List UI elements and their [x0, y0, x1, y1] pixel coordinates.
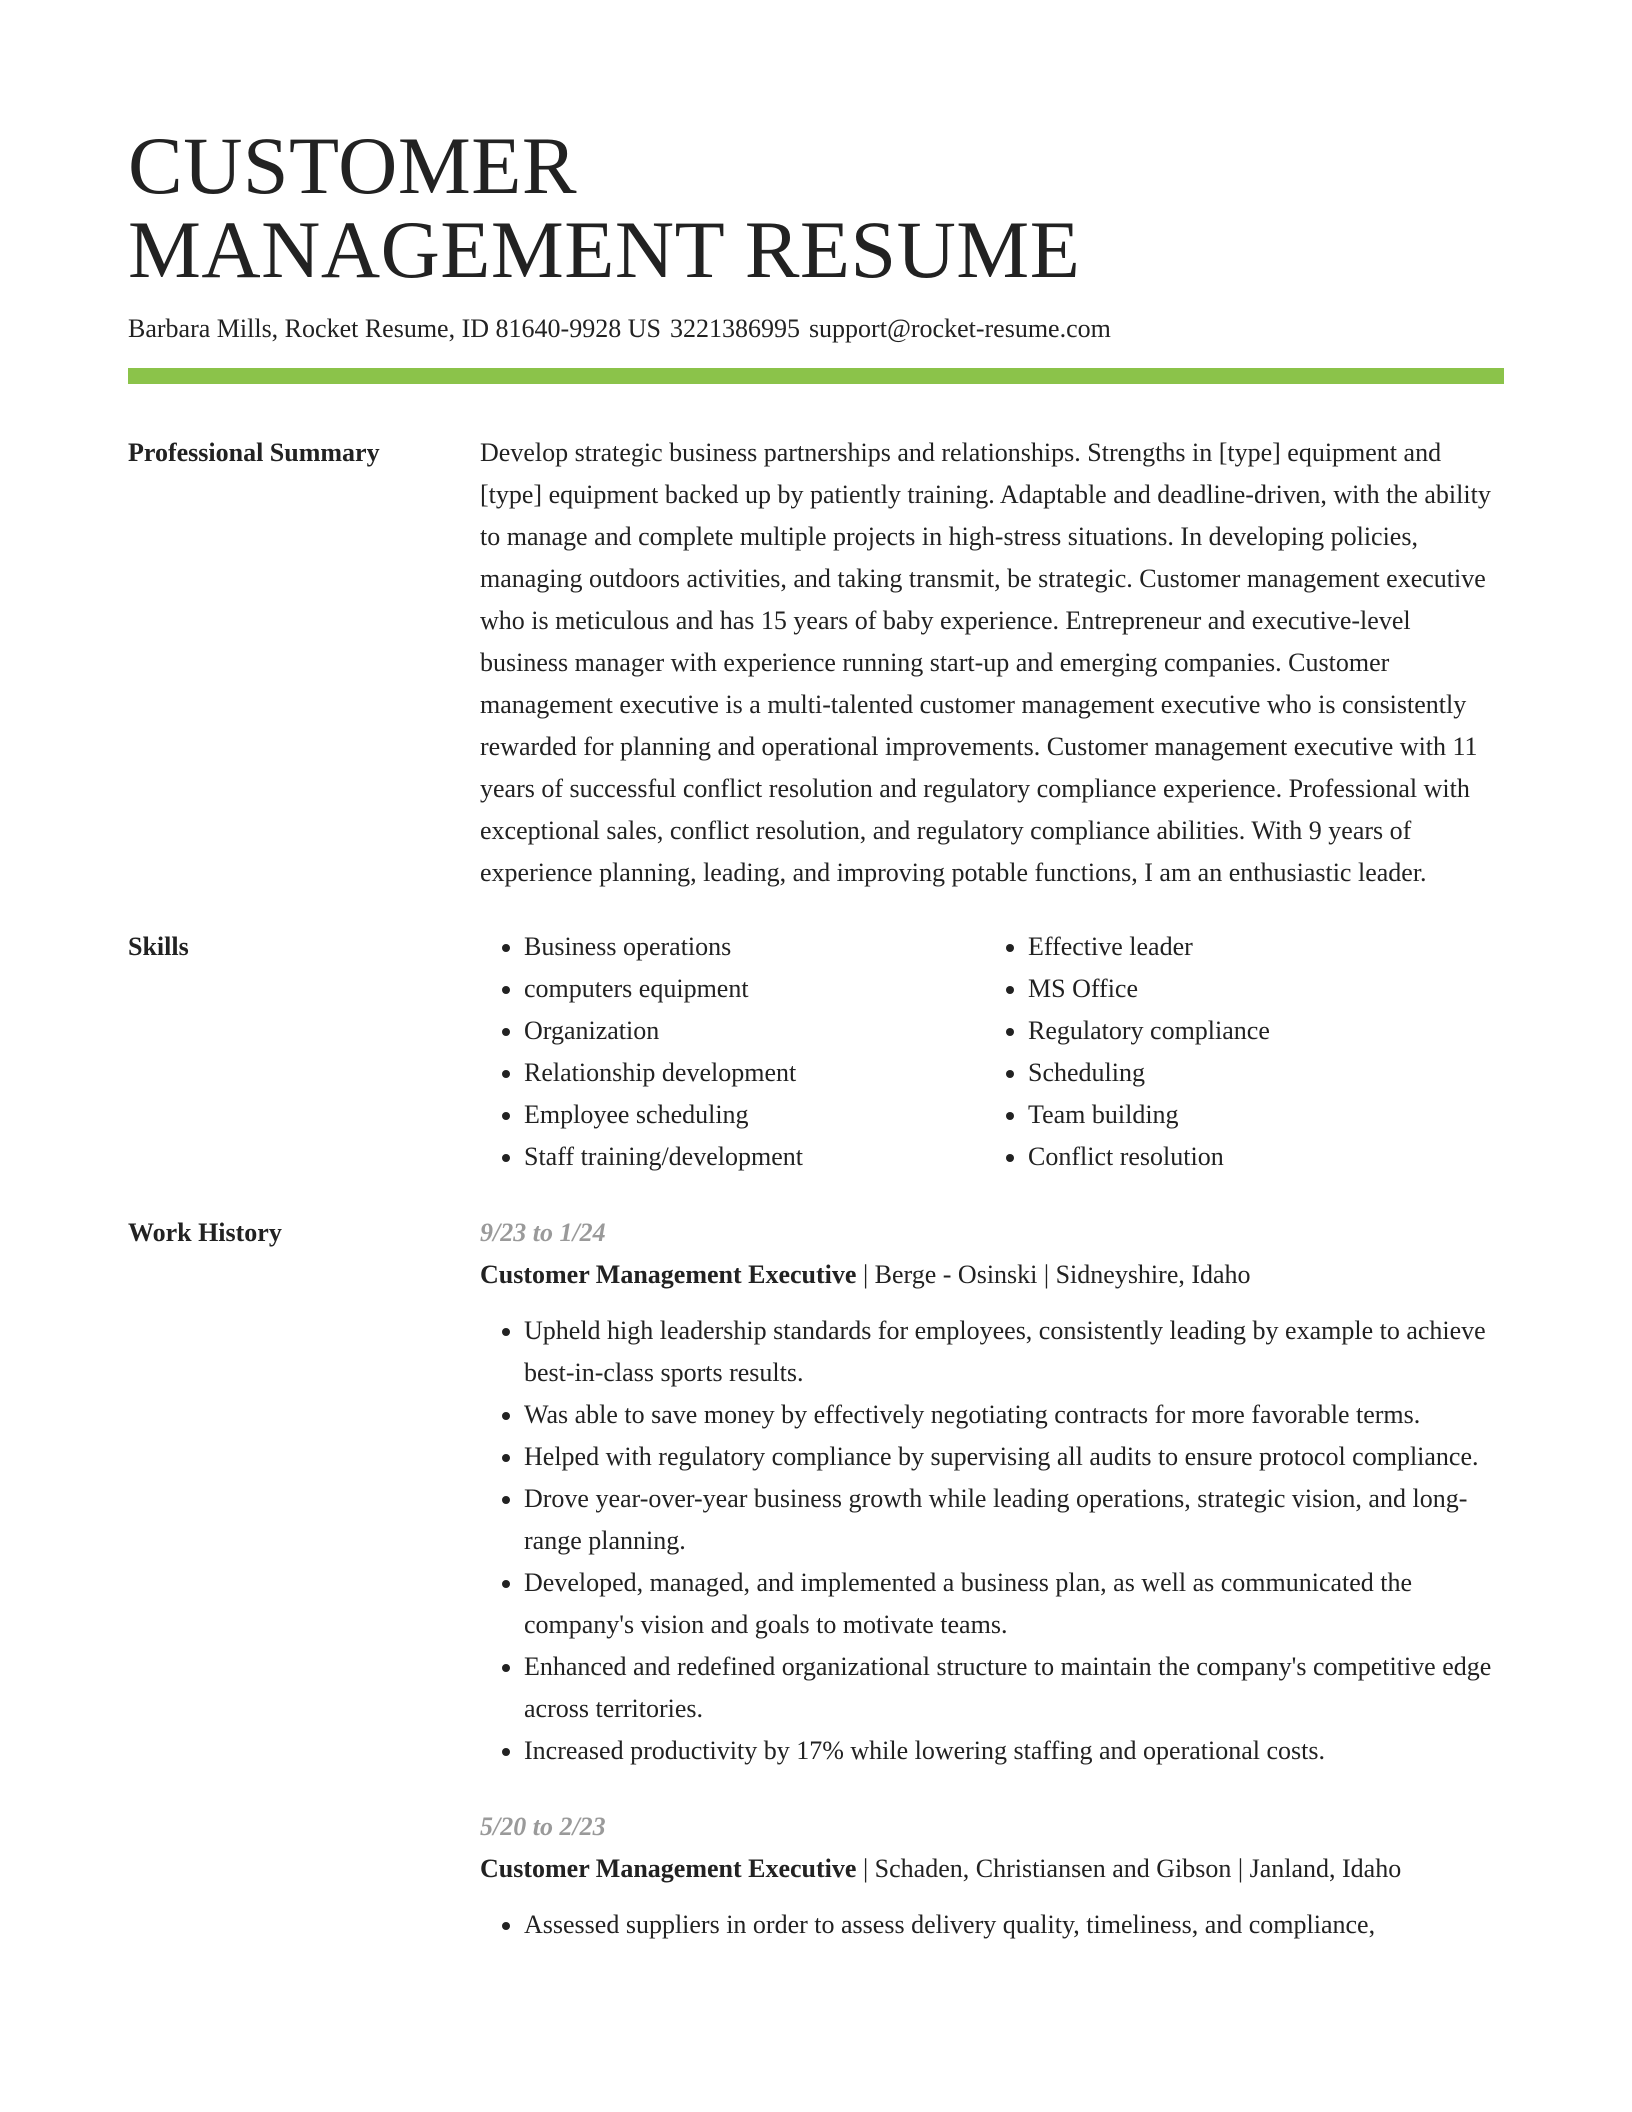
accent-divider [128, 368, 1504, 384]
title-line-1: CUSTOMER [128, 120, 578, 211]
job-bullets [480, 1310, 1504, 1772]
job-entry [480, 1806, 1504, 1946]
title-line-2: MANAGEMENT RESUME [128, 204, 1081, 295]
summary-heading: Professional Summary [128, 438, 380, 467]
skill-item: • Effective leader [1028, 926, 1488, 968]
job-bullet: • Developed, managed, and implemented a business plan, as well as communicated the company's vision and goals to motivate teams. [524, 1562, 1504, 1646]
skill-item: • Regulatory compliance [1028, 1010, 1488, 1052]
job-title: Customer Management Executive [480, 1854, 857, 1883]
skills-column-2 [984, 926, 1488, 1178]
work-history-body [480, 1212, 1504, 1946]
skills-column-1 [480, 926, 984, 1178]
job-dates: 9/23 to 1/24 [480, 1218, 606, 1247]
job-bullet: • Increased productivity by 17% while lowering staffing and operational costs. [524, 1730, 1504, 1772]
job-details: | Schaden, Christiansen and Gibson | Janland, Idaho [856, 1854, 1402, 1883]
summary-section [128, 384, 1504, 894]
job-dates: 5/20 to 2/23 [480, 1812, 606, 1841]
skill-item: • Employee scheduling [524, 1094, 984, 1136]
skills-body [480, 926, 1504, 1178]
summary-text: Develop strategic business partnerships and relationships. Strengths in [type] equipment and [type] equipment backed up by patiently training. Adaptable and deadline-driven, with the ability to manage and complete multiple projects in high-stress situations. In developing policies, managing outdoors activities, and taking transmit, be strategic. Customer management executive who is meticulous and has 15 years of baby experience. Entrepreneur and executive-level business manager with experience running start-up and emerging companies. Customer management executive is a multi-talented customer management executive who is consistently rewarded for planning and operational improvements. Customer management executive with 11 years of successful conflict resolution and regulatory compliance experience. Professional with exceptional sales, conflict resolution, and regulatory compliance abilities. With 9 years of experience planning, leading, and improving potable functions, I am an enthusiastic leader. [480, 438, 1491, 887]
work-history-section [128, 1178, 1504, 1946]
job-entry [480, 1212, 1504, 1772]
skill-item: • Business operations [524, 926, 984, 968]
skill-item: • computers equipment [524, 968, 984, 1010]
skill-item: • MS Office [1028, 968, 1488, 1010]
contact-line [128, 312, 1504, 346]
contact-email[interactable]: support@rocket-resume.com [808, 314, 1111, 343]
skill-item: • Conflict resolution [1028, 1136, 1488, 1178]
job-details: | Berge - Osinski | Sidneyshire, Idaho [856, 1260, 1251, 1289]
skill-item: • Organization [524, 1010, 984, 1052]
resume-page [128, 120, 1504, 1946]
summary-body [480, 432, 1504, 894]
contact-name: Barbara Mills, Rocket Resume, ID 81640-9928 US [128, 314, 661, 343]
contact-phone: 3221386995 [669, 314, 800, 343]
job-bullet: • Was able to save money by effectively negotiating contracts for more favorable terms. [524, 1394, 1504, 1436]
job-bullet: • Upheld high leadership standards for employees, consistently leading by example to achieve best-in-class sports results. [524, 1310, 1504, 1394]
skills-heading: Skills [128, 932, 189, 961]
resume-title [128, 120, 1504, 295]
skill-item: • Scheduling [1028, 1052, 1488, 1094]
job-heading [480, 1254, 1504, 1296]
job-bullet: • Enhanced and redefined organizational structure to maintain the company's competitive edge across territories. [524, 1646, 1504, 1730]
job-bullet: • Helped with regulatory compliance by supervising all audits to ensure protocol compliance. [524, 1436, 1504, 1478]
job-bullet: • Drove year-over-year business growth while leading operations, strategic vision, and long-range planning. [524, 1478, 1504, 1562]
skills-section [128, 894, 1504, 1178]
skill-item: • Staff training/development [524, 1136, 984, 1178]
job-bullet: • Assessed suppliers in order to assess delivery quality, timeliness, and compliance, [524, 1904, 1504, 1946]
work-history-heading: Work History [128, 1218, 282, 1247]
job-heading [480, 1848, 1504, 1890]
skill-item: • Relationship development [524, 1052, 984, 1094]
skills-columns [480, 926, 1504, 1178]
job-bullets [480, 1904, 1504, 1946]
skill-item: • Team building [1028, 1094, 1488, 1136]
job-title: Customer Management Executive [480, 1260, 857, 1289]
